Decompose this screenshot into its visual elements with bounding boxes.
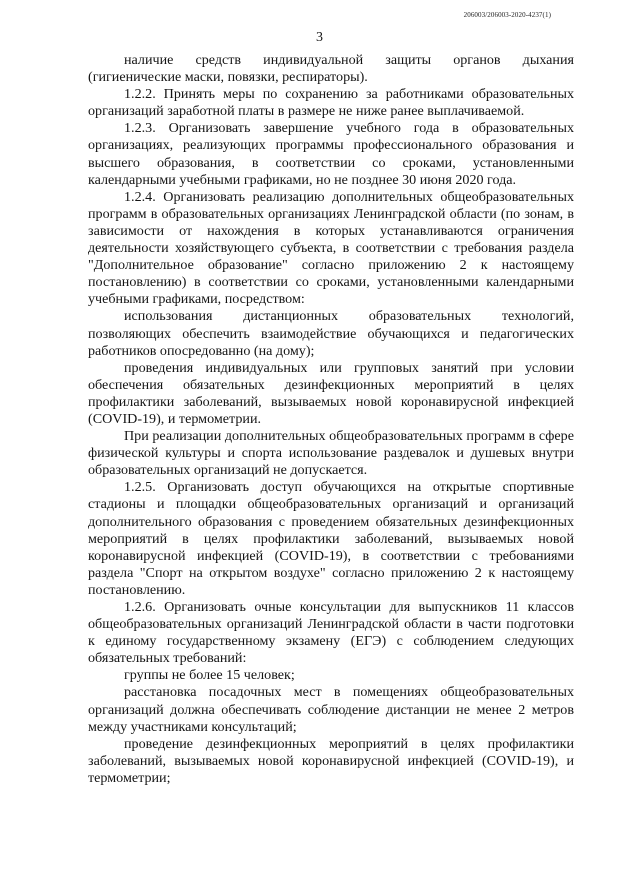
paragraph-1-2-2-salary: 1.2.2. Принять меры по сохранению за работниками образовательных организаций заработной платы в размере не ниже ранее выплачиваемой. [88,86,574,120]
page-number: 3 [316,30,323,45]
document-registration-code: 206003/206003-2020-4237(1) [463,11,551,19]
paragraph-1-2-4-additional-programs: 1.2.4. Организовать реализацию дополнительных общеобразовательных программ в образовательных организациях Ленинградской области (по зонам, в зависимости от нахождения в которых устанавливаются ограничения деятельности хозяйствующего субъекта, в соответствии с требования раздела "Дополнительное образование" согласно приложению 2 к настоящему постановлению) в соответствии со сроками, установленными календарными учебными графиками, посредством: [88,188,574,308]
paragraph-distance-learning: использования дистанционных образовательных технологий, позволяющих обеспечить взаимодействие обучающихся и педагогических работников опосредованно (на дому); [88,308,574,359]
paragraph-respiratory-protection: наличие средств индивидуальной защиты органов дыхания (гигиенические маски, повязки, респираторы). [88,52,574,86]
paragraph-group-size: группы не более 15 человек; [124,667,295,684]
paragraph-disinfection-thermometry: проведение дезинфекционных мероприятий в целях профилактики заболеваний, вызываемых новой коронавирусной инфекцией (COVID-19), и термометрии; [88,735,574,786]
paragraph-individual-classes: проведения индивидуальных или групповых занятий при условии обеспечения обязательных дезинфекционных мероприятий в целях профилактики заболеваний, вызываемых новой коронавирусной инфекцией (COVID-19), и термометрии. [88,359,574,427]
paragraph-sports-changing-rooms: При реализации дополнительных общеобразовательных программ в сфере физической культуры и спорта использование раздевалок и душевых внутри образовательных организаций не допускается. [88,428,574,479]
paragraph-1-2-5-open-stadiums: 1.2.5. Организовать доступ обучающихся на открытые спортивные стадионы и площадки общеобразовательных организаций и организаций дополнительного образования с проведением обязательных дезинфекционных мероприятий в целях профилактики заболеваний, вызываемых новой коронавирусной инфекцией (COVID-19), в соответствии с требованиями раздела "Спорт на открытом воздухе" согласно приложению 2 к настоящему постановлению. [88,479,574,598]
document-body [88,52,574,787]
paragraph-1-2-3-school-year: 1.2.3. Организовать завершение учебного года в образовательных организациях, реализующих программы профессионального образования и высшего образования, в соответствии со сроками, установленными календарными учебными графиками, но не позднее 30 июня 2020 года. [88,120,574,188]
paragraph-1-2-6-consultations: 1.2.6. Организовать очные консультации для выпускников 11 классов общеобразовательных организаций Ленинградской области в части подготовки к единому государственному экзамену (ЕГЭ) с соблюдением следующих обязательных требований: [88,599,574,667]
paragraph-seating-distance: расстановка посадочных мест в помещениях общеобразовательных организаций должна обеспечивать соблюдение дистанции не менее 2 метров между участниками консультаций; [88,684,574,735]
